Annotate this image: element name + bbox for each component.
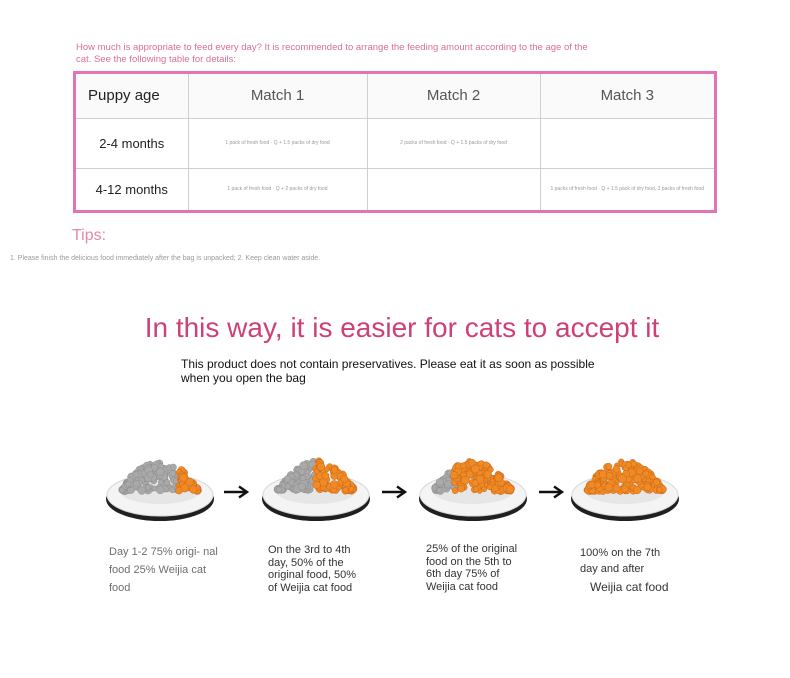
weijia-food-pellet [634, 474, 642, 482]
original-food-pellet [158, 480, 163, 485]
weijia-food-mound [584, 459, 667, 495]
original-food-pellet [298, 483, 305, 490]
weijia-food-pellet [322, 472, 329, 479]
weijia-food-pellet [618, 475, 626, 483]
original-food-pellet [170, 464, 176, 470]
weijia-food-pellet [621, 486, 628, 493]
weijia-food-pellet [460, 463, 466, 469]
stage-4-caption: 100% on the 7th day and after [580, 547, 661, 575]
weijia-food-pellet [653, 479, 660, 486]
stage-2-caption: On the 3rd to 4th day, 50% of the original food, 50% of Weijia cat food [268, 544, 357, 594]
original-food-pellet [133, 471, 139, 477]
header-match-1: Match 1 [188, 74, 367, 118]
food-bowl-stage-2 [260, 445, 372, 525]
weijia-food-pellet [606, 463, 612, 469]
weijia-food-pellet [461, 476, 469, 484]
tips-text: 1. Please finish the delicious food immediately after the bag is unpacked; 2. Keep clean water aside. [10, 255, 321, 262]
table-row [76, 168, 714, 210]
table-row [76, 118, 714, 168]
original-food-pellet [156, 486, 164, 494]
original-food-pellet [152, 486, 157, 491]
weijia-food-pellet [643, 471, 649, 477]
weijia-food-mound [450, 458, 514, 494]
weijia-food-pellet [458, 485, 465, 492]
weijia-food-pellet [595, 482, 601, 488]
food-bowl-stage-3 [417, 445, 529, 525]
stage-4-caption-extra: Weijia cat food [590, 580, 669, 594]
original-food-pellet [284, 476, 291, 483]
table-cell: 1 pack of fresh food · Q + 1.5 packs of dry food [188, 118, 367, 168]
table-header-row [76, 74, 714, 118]
weijia-food-pellet [613, 485, 620, 492]
weijia-food-pellet [613, 465, 620, 472]
header-match-3: Match 3 [540, 74, 714, 118]
original-food-pellet [145, 485, 151, 491]
arrow-right-icon [381, 485, 409, 499]
original-food-pellet [147, 472, 153, 478]
weijia-food-pellet [482, 487, 487, 492]
weijia-food-pellet [484, 471, 492, 479]
weijia-food-pellet [631, 461, 637, 467]
weijia-food-mound [313, 458, 358, 494]
weijia-food-pellet [506, 486, 514, 494]
weijia-food-pellet [313, 481, 321, 489]
weijia-food-pellet [471, 465, 479, 473]
tips-title: Tips: [72, 227, 107, 244]
weijia-food-pellet [483, 462, 489, 468]
original-food-pellet [276, 487, 282, 493]
weijia-food-pellet [341, 475, 348, 482]
weijia-food-pellet [190, 486, 198, 494]
weijia-food-pellet [644, 483, 651, 490]
weijia-food-pellet [343, 487, 348, 492]
headline: In this way, it is easier for cats to accept it [144, 312, 660, 343]
weijia-food-pellet [473, 486, 479, 492]
weijia-food-pellet [606, 472, 613, 479]
weijia-food-pellet [317, 463, 325, 471]
weijia-food-pellet [650, 474, 656, 480]
original-food-pellet [170, 470, 176, 476]
weijia-food-pellet [330, 481, 338, 489]
original-food-pellet [157, 468, 165, 476]
weijia-food-pellet [487, 484, 492, 489]
table-cell: 1 pack of fresh food · Q + 2 packs of dry food [188, 168, 367, 210]
stage-3-caption: 25% of the original food on the 5th to 6th day 75% of Weijia cat food [426, 543, 518, 593]
original-food-pellet [126, 481, 132, 487]
table-cell [367, 168, 540, 210]
original-food-pellet [437, 488, 442, 493]
weijia-food-pellet [472, 480, 479, 487]
weijia-food-pellet [599, 471, 607, 479]
food-bowl-stage-1 [104, 445, 216, 525]
preservative-note: This product does not contain preservatives. Please eat it as soon as possible when you open the bag [181, 357, 595, 385]
feeding-table [73, 71, 717, 213]
original-food-pellet [138, 487, 146, 495]
original-food-mound [119, 460, 183, 495]
original-food-pellet [436, 478, 444, 486]
table-cell: 1 packs of fresh food · Q + 1.5 pack of dry food, 3 packs of fresh food [540, 168, 714, 210]
weijia-food-pellet [186, 478, 194, 486]
intro-text: How much is appropriate to feed every day? It is recommended to arrange the feeding amount according to the age of the cat. See the following table for details: [76, 42, 588, 65]
weijia-food-pellet [657, 487, 662, 492]
weijia-food-pellet [331, 473, 338, 480]
original-food-pellet [444, 481, 451, 488]
arrow-right-icon [223, 485, 251, 499]
weijia-food-pellet [495, 474, 503, 482]
original-food-pellet [300, 462, 308, 470]
stage-1-caption: Day 1-2 75% origi- nal food 25% Weijia cat food [109, 546, 218, 594]
original-food-pellet [285, 484, 291, 490]
table-cell [540, 118, 714, 168]
header-puppy-age: Puppy age [76, 74, 188, 118]
weijia-food-pellet [450, 472, 457, 479]
header-match-2: Match 2 [367, 74, 540, 118]
row-age-label: 4-12 months [76, 168, 188, 210]
weijia-food-pellet [331, 467, 338, 474]
original-food-pellet [133, 480, 140, 487]
original-food-mound [274, 458, 320, 493]
weijia-food-pellet [626, 462, 632, 468]
original-food-pellet [300, 475, 306, 481]
food-bowl-stage-4 [569, 445, 681, 525]
row-age-label: 2-4 months [76, 118, 188, 168]
arrow-right-icon [538, 485, 566, 499]
weijia-food-pellet [636, 468, 643, 475]
weijia-food-pellet [605, 483, 613, 491]
table-cell: 2 packs of fresh food · Q + 1.5 packs of dry food [367, 118, 540, 168]
weijia-food-pellet [626, 476, 632, 482]
